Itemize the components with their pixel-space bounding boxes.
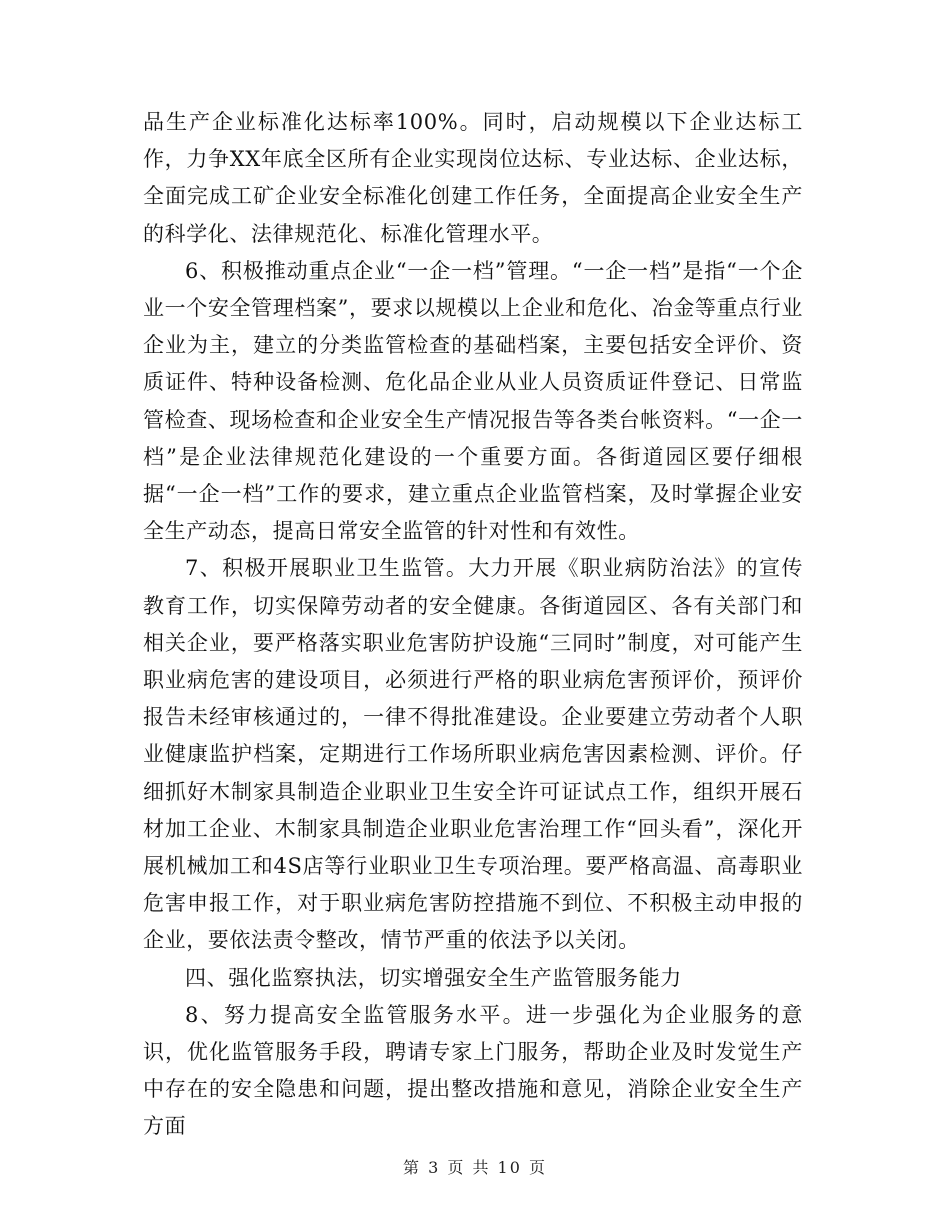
paragraph-item-8: 8、努力提高安全监管服务水平。进一步强化为企业服务的意识，优化监管服务手段，聘请专家上门服务，帮助企业及时发觉生产中存在的安全隐患和问题，提出整改措施和意见，消除企业安全生产方面 [143,1002,803,1139]
paragraph-continuation: 品生产企业标准化达标率100%。同时，启动规模以下企业达标工作，力争XX年底全区所有企业实现岗位达标、专业达标、企业达标，全面完成工矿企业安全标准化创建工作任务，全面提高企业安全生产的科学化、法律规范化、标准化管理水平。 [143,110,803,246]
paragraph-item-7: 7、积极开展职业卫生监管。大力开展《职业病防治法》的宣传教育工作，切实保障劳动者的安全健康。各街道园区、各有关部门和相关企业，要严格落实职业危害防护设施“三同时”制度，对可能产生职业病危害的建设项目，必须进行严格的职业病危害预评价，预评价报告未经审核通过的，一律不得批准建设。企业要建立劳动者个人职业健康监护档案，定期进行工作场所职业病危害因素检测、评价。仔细抓好木制家具制造企业职业卫生安全许可证试点工作，组织开展石材加工企业、木制家具制造企业职业危害治理工作“回头看”，深化开展机械加工和4S店等行业职业卫生专项治理。要严格高温、高毒职业危害申报工作，对于职业病危害防控措施不到位、不积极主动申报的企业，要依法责令整改，情节严重的依法予以关闭。 [143,556,803,953]
document-body [143,104,803,1146]
paragraph-item-6: 6、积极推动重点企业“一企一档”管理。“一企一档”是指“一个企业一个安全管理档案”，要求以规模以上企业和危化、冶金等重点行业企业为主，建立的分类监管检查的基础档案，主要包括安全评价、资质证件、特种设备检测、危化品企业从业人员资质证件登记、日常监管检查、现场检查和企业安全生产情况报告等各类台帐资料。“一企一档”是企业法律规范化建设的一个重要方面。各街道园区要仔细根据“一企一档”工作的要求，建立重点企业监管档案，及时掌握企业安全生产动态，提高日常安全监管的针对性和有效性。 [143,258,803,544]
section-heading: 四、强化监察执法，切实增强安全生产监管服务能力 [185,965,682,990]
page-number-footer: 第 3 页 共 10 页 [403,1158,547,1177]
